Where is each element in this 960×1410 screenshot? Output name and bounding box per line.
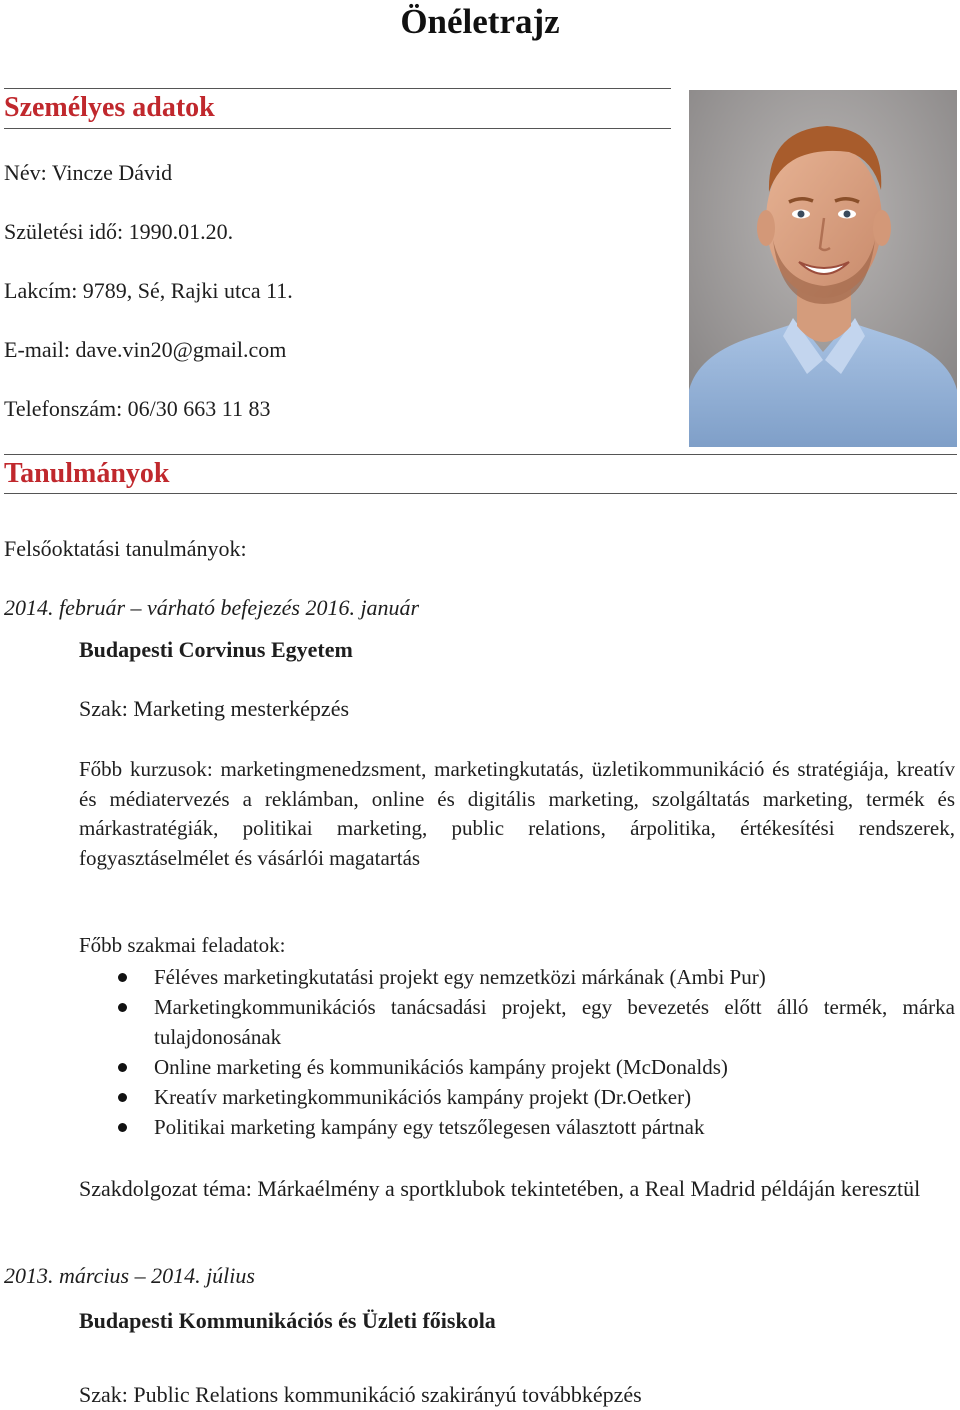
personal-email: E-mail: dave.vin20@gmail.com xyxy=(4,337,287,362)
entry-1-major: Szak: Marketing mesterképzés xyxy=(79,696,350,721)
entry-1-thesis: Szakdolgozat téma: Márkaélmény a sportklubok tekintetében, a Real Madrid példáján keresztül xyxy=(79,1176,921,1201)
list-item: Féléves marketingkutatási projekt egy nemzetközi márkának (Ambi Pur) xyxy=(4,962,955,992)
studies-rule-bottom xyxy=(4,493,957,494)
list-item: Marketingkommunikációs tanácsadási projekt, egy bevezetés előtt álló termék, márka tulajdonosának xyxy=(4,992,955,1052)
entry-1-date: 2014. február – várható befejezés 2016. január xyxy=(4,595,420,620)
list-item: Kreatív marketingkommunikációs kampány projekt (Dr.Oetker) xyxy=(4,1082,955,1112)
entry-1-task-list xyxy=(79,962,955,1142)
list-item: Politikai marketing kampány egy tetszőlegesen választott pártnak xyxy=(4,1112,955,1142)
section-heading-personal: Személyes adatok xyxy=(4,92,215,123)
list-item: Online marketing és kommunikációs kampány projekt (McDonalds) xyxy=(4,1052,955,1082)
portrait-drawing xyxy=(689,90,957,447)
entry-2-date: 2013. március – 2014. július xyxy=(4,1263,255,1288)
section-heading-studies: Tanulmányok xyxy=(4,458,170,489)
heading-rule-bottom xyxy=(4,128,671,129)
entry-1-courses: Főbb kurzusok: marketingmenedzsment, marketingkutatás, üzletikommunikáció és stratégiája, kreatív és médiatervezés a reklámban, online és digitális marketing, szolgáltatás marketing, termék és márkastratégiák, politikai marketing, public relations, árpolitika, értékesítési rendszerek, fogyasztáselmélet és vásárlói magatartás xyxy=(79,757,955,870)
entry-2-school: Budapesti Kommunikációs és Üzleti főiskola xyxy=(79,1308,496,1333)
personal-phone: Telefonszám: 06/30 663 11 83 xyxy=(4,396,271,421)
profile-photo xyxy=(689,90,957,447)
document-title: Önéletrajz xyxy=(400,2,560,41)
personal-name: Név: Vincze Dávid xyxy=(4,160,173,185)
studies-intro: Felsőoktatási tanulmányok: xyxy=(4,536,247,561)
personal-birth: Születési idő: 1990.01.20. xyxy=(4,219,234,244)
entry-2-major: Szak: Public Relations kommunikáció szakirányú továbbképzés xyxy=(79,1382,642,1407)
personal-address: Lakcím: 9789, Sé, Rajki utca 11. xyxy=(4,278,293,303)
heading-rule-top xyxy=(4,88,671,89)
studies-rule-top xyxy=(4,454,957,455)
entry-1-school: Budapesti Corvinus Egyetem xyxy=(79,637,353,662)
entry-1-tasks-label: Főbb szakmai feladatok: xyxy=(79,933,286,957)
